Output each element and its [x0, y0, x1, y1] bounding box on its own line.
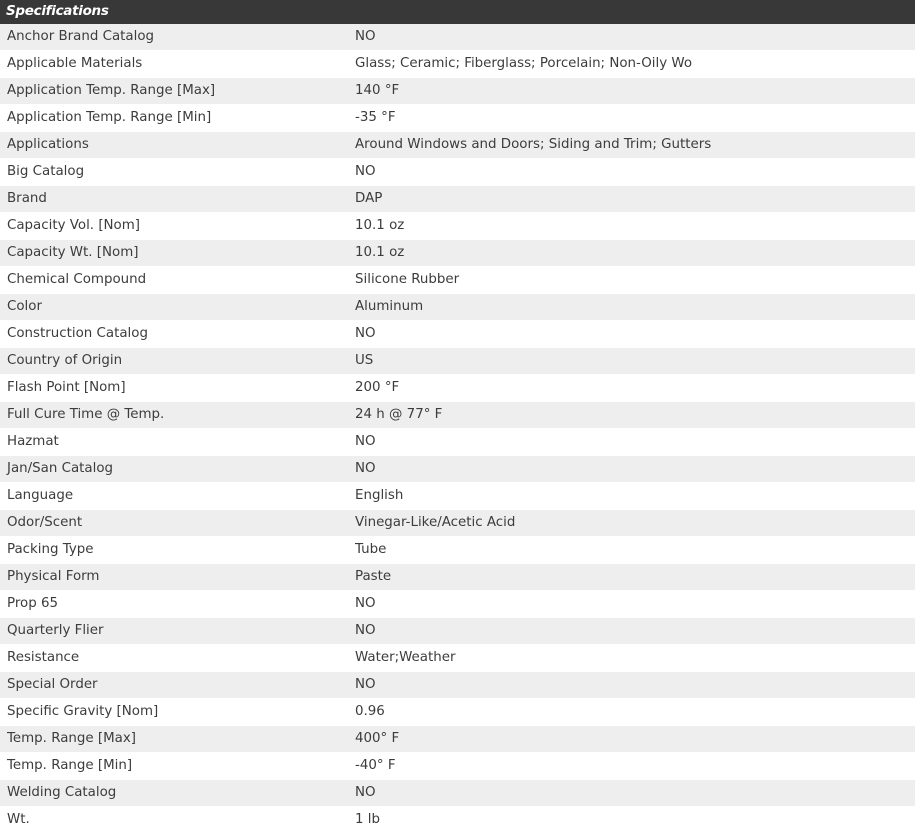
spec-value: Vinegar-Like/Acetic Acid: [348, 510, 915, 537]
spec-label: Applications: [0, 132, 348, 159]
spec-value: NO: [348, 591, 915, 618]
table-row: [0, 726, 915, 753]
spec-value: Aluminum: [348, 294, 915, 321]
spec-value: DAP: [348, 186, 915, 213]
table-row: [0, 348, 915, 375]
table-row: [0, 618, 915, 645]
table-row: [0, 321, 915, 348]
spec-label: Physical Form: [0, 564, 348, 591]
specifications-header: Specifications: [0, 0, 915, 24]
table-row: [0, 294, 915, 321]
table-row: [0, 510, 915, 537]
spec-value: English: [348, 483, 915, 510]
spec-value: NO: [348, 780, 915, 807]
specifications-table: [0, 24, 915, 834]
table-row: [0, 807, 915, 834]
table-row: [0, 429, 915, 456]
spec-label: Resistance: [0, 645, 348, 672]
table-row: [0, 564, 915, 591]
spec-value: 10.1 oz: [348, 213, 915, 240]
table-row: [0, 159, 915, 186]
table-row: [0, 375, 915, 402]
table-row: [0, 483, 915, 510]
table-row: [0, 645, 915, 672]
spec-label: Capacity Wt. [Nom]: [0, 240, 348, 267]
table-row: [0, 132, 915, 159]
table-row: [0, 213, 915, 240]
spec-value: NO: [348, 672, 915, 699]
spec-value: 400° F: [348, 726, 915, 753]
table-row: [0, 402, 915, 429]
spec-value: 200 °F: [348, 375, 915, 402]
spec-label: Color: [0, 294, 348, 321]
table-row: [0, 51, 915, 78]
table-row: [0, 591, 915, 618]
spec-value: Tube: [348, 537, 915, 564]
table-row: [0, 672, 915, 699]
spec-label: Special Order: [0, 672, 348, 699]
spec-label: Temp. Range [Max]: [0, 726, 348, 753]
table-row: [0, 78, 915, 105]
spec-label: Big Catalog: [0, 159, 348, 186]
spec-value: NO: [348, 159, 915, 186]
spec-value: 1 lb: [348, 807, 915, 834]
spec-label: Capacity Vol. [Nom]: [0, 213, 348, 240]
table-row: [0, 753, 915, 780]
spec-label: Odor/Scent: [0, 510, 348, 537]
spec-label: Flash Point [Nom]: [0, 375, 348, 402]
spec-value: 10.1 oz: [348, 240, 915, 267]
spec-value: US: [348, 348, 915, 375]
table-row: [0, 105, 915, 132]
table-row: [0, 537, 915, 564]
spec-label: Application Temp. Range [Max]: [0, 78, 348, 105]
spec-value: -35 °F: [348, 105, 915, 132]
spec-value: Around Windows and Doors; Siding and Trim; Gutters: [348, 132, 915, 159]
spec-value: 24 h @ 77° F: [348, 402, 915, 429]
spec-label: Full Cure Time @ Temp.: [0, 402, 348, 429]
spec-value: Glass; Ceramic; Fiberglass; Porcelain; Non-Oily Wo: [348, 51, 915, 78]
spec-label: Specific Gravity [Nom]: [0, 699, 348, 726]
spec-value: Silicone Rubber: [348, 267, 915, 294]
spec-value: 140 °F: [348, 78, 915, 105]
table-row: [0, 24, 915, 51]
spec-value: NO: [348, 24, 915, 51]
spec-label: Temp. Range [Min]: [0, 753, 348, 780]
spec-value: Water;Weather: [348, 645, 915, 672]
table-row: [0, 186, 915, 213]
spec-value: Paste: [348, 564, 915, 591]
table-row: [0, 240, 915, 267]
spec-label: Jan/San Catalog: [0, 456, 348, 483]
spec-value: -40° F: [348, 753, 915, 780]
table-row: [0, 780, 915, 807]
spec-value: NO: [348, 321, 915, 348]
spec-label: Packing Type: [0, 537, 348, 564]
spec-label: Application Temp. Range [Min]: [0, 105, 348, 132]
spec-label: Welding Catalog: [0, 780, 348, 807]
spec-label: Country of Origin: [0, 348, 348, 375]
spec-label: Chemical Compound: [0, 267, 348, 294]
spec-label: Quarterly Flier: [0, 618, 348, 645]
spec-label: Prop 65: [0, 591, 348, 618]
spec-value: NO: [348, 456, 915, 483]
spec-value: NO: [348, 618, 915, 645]
spec-label: Brand: [0, 186, 348, 213]
spec-label: Anchor Brand Catalog: [0, 24, 348, 51]
spec-value: 0.96: [348, 699, 915, 726]
spec-label: Hazmat: [0, 429, 348, 456]
table-row: [0, 699, 915, 726]
spec-label: Construction Catalog: [0, 321, 348, 348]
spec-label: Applicable Materials: [0, 51, 348, 78]
spec-label: Language: [0, 483, 348, 510]
spec-label: Wt.: [0, 807, 348, 834]
table-row: [0, 456, 915, 483]
table-row: [0, 267, 915, 294]
specifications-table-body: [0, 24, 915, 834]
spec-value: NO: [348, 429, 915, 456]
